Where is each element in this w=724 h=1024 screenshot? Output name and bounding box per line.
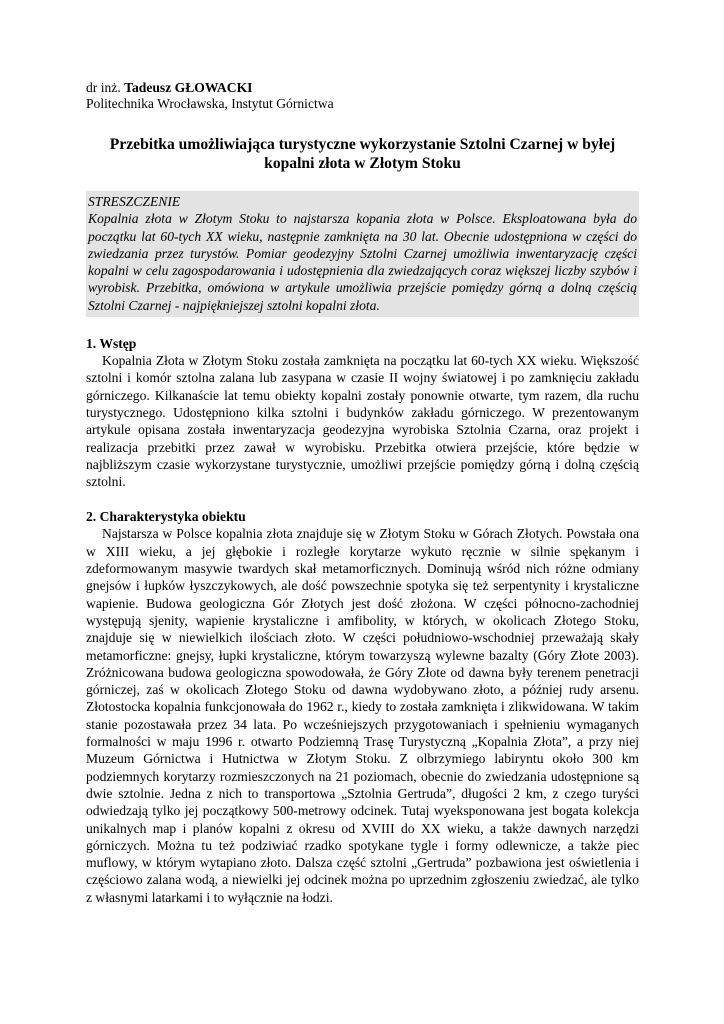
author-name: Tadeusz GŁOWACKI [124,80,253,95]
abstract-heading: STRESZCZENIE [88,194,181,209]
abstract-text: Kopalnia złota w Złotym Stoku to najstarsza kopania złota w Polsce. Eksploatowana była do początku lat 60-tych XX wieku, następnie zamknięta na 30 lat. Obecnie udostępniona w części do zwiedzania przez turystów. Pomiar geodezyjny Sztolni Czarnej umożliwia inwentaryzację części kopalni w celu zagospodarowania i udostępnienia dla zwiedzających coraz większej liczby szybów i wyrobisk. Przebitka, omówiona w artykule umożliwia przejście pomiędzy górną a dolną częścią Sztolni Czarnej - najpiękniejszej sztolni kopalni złota. [88,211,637,313]
section-heading-characteristics: 2. Charakterystyka obiektu [86,509,246,525]
paper-page [86,80,639,906]
author-block [86,80,639,112]
abstract-box [86,191,639,317]
paper-title: Przebitka umożliwiająca turystyczne wykorzystanie Sztolni Czarnej w byłej kopalni złota w Złotym Stoku [109,136,616,172]
section-heading-intro: 1. Wstęp [86,336,137,352]
section-text-intro: Kopalnia Złota w Złotym Stoku została zamknięta na początku lat 60-tych XX wieku. Większość sztolni i komór sztolna zalana lub zasypana w czasie II wojny światowej i po zamknięciu zakładu górniczego. Kilkanaście lat temu obiekty kopalni zostały ponownie otwarte, tym razem, dla ruchu turystycznego. Udostępniono kilka sztolni i budynków zakładu górniczego. W prezentowanym artykule opisana została inwentaryzacja geodezyjna wyrobiska Sztolnia Czarna, oraz projekt i realizacja przebitki przez zawał w wyrobisku. Przebitka otwiera przejście, które będzie w najbliższym czasie wykorzystane turystycznie, umożliwi przejście pomiędzy górną i dolną częścią sztolni. [86,353,639,490]
author-prefix: dr inż. [86,80,125,95]
section-text-characteristics: Najstarsza w Polsce kopalnia złota znajduje się w Złotym Stoku w Górach Złotych. Powstała ona w XIII wieku, a jej głębokie i rozległe korytarze wykuto ręcznie w silnie spękanym i zdeformowanym masywie twardych skał metamorficznych. Dominują wśród nich różne odmiany gnejsów i łupków łyszczykowych, ale dość powszechnie spotyka się też serpentynity i krystaliczne wapienie. Budowa geologiczna Gór Złotych jest dość złożona. W części północno-zachodniej występują sjenity, wapienie krystaliczne i amfibolity, w których, w okolicach Złotego Stoku, znajduje się w niewielkich ilościach złoto. W części południowo-wschodniej przeważają skały metamorficzne: gnejsy, łupki krystaliczne, którym towarzyszą wylewne bazalty (Góry Złote 2003). Zróżnicowana budowa geologiczna spowodowała, że Góry Złote od dawna były terenem penetracji górniczej, zaś w okolicach Złotego Stoku od dawna wydobywano złoto, a później rudy arsenu. Złotostocka kopalnia funkcjonowała do 1962 r., kiedy to została zamknięta i zlikwidowana. W takim stanie pozostawała przez 34 lata. Po wcześniejszych przygotowaniach i spełnieniu wymaganych formalności w maju 1996 r. otwarto Podziemną Trasę Turystyczną „Kopalnia Złota”, a przy niej Muzeum Górnictwa i Hutnictwa w Złotym Stoku. Z olbrzymiego labiryntu około 300 km podziemnych korytarzy rozmieszczonych na 21 poziomach, obecnie do zwiedzania udostępnione są dwie sztolnie. Jedna z nich to transportowa „Sztolnia Gertruda”, długości 2 km, z czego turyści odwiedzają tylko jej początkowy 500-metrowy odcinek. Tutaj wyeksponowana jest bogata kolekcja unikalnych map i planów kopalni z okresu od XVIII do XX wieku, a także dawnych narzędzi górniczych. Można tu też podziwiać rzadko spotykane tygle i formy odlewnicze, a także piec muflowy, w którym wytapiano złoto. Dalsza część sztolni „Gertruda” pozbawiona jest oświetlenia i częściowo zalana wodą, a niewielki jej odcinek można po uprzednim zgłoszeniu zwiedzać, ale tylko z własnymi latarkami i to wyłącznie na łodzi. [86,526,639,905]
author-line [86,80,639,96]
affiliation: Politechnika Wrocławska, Instytut Górnictwa [86,96,334,111]
